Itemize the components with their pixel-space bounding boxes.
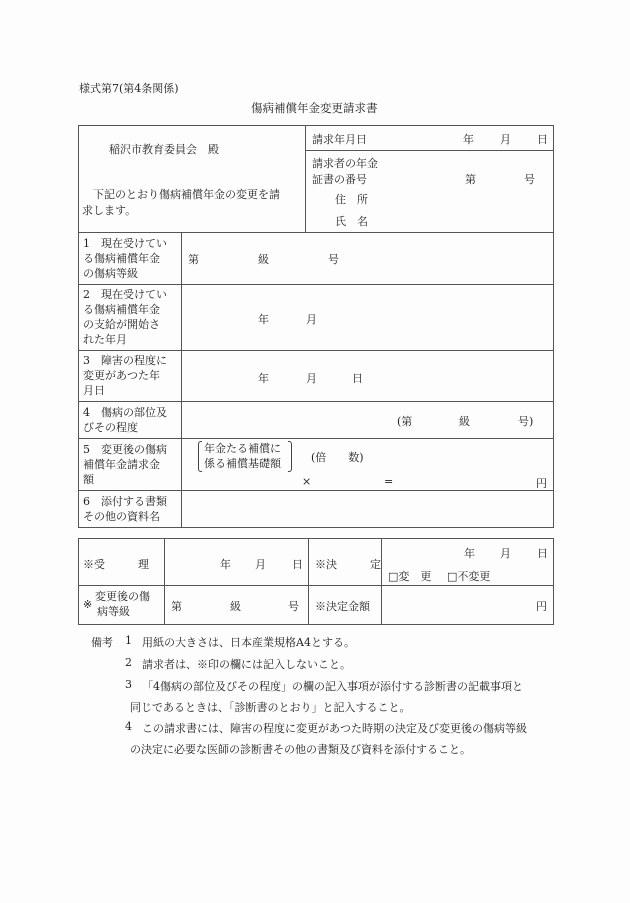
note-3-num: 3 bbox=[125, 678, 132, 691]
cert-label-1: 請求者の年金 bbox=[312, 157, 378, 170]
decision-label: ※決 定 bbox=[315, 558, 381, 571]
note-2-num: 2 bbox=[125, 656, 132, 669]
form-number: 様式第7(第4条関係) bbox=[79, 82, 179, 95]
notes-heading: 備考 bbox=[91, 636, 113, 649]
nochange-checkbox[interactable]: □不変更 bbox=[447, 570, 491, 583]
section-2-year[interactable]: 年 bbox=[258, 313, 269, 326]
section-4-grade-kyu[interactable]: 級 bbox=[459, 415, 470, 428]
amount-label: ※決定金額 bbox=[315, 600, 370, 613]
receipt-day: 日 bbox=[292, 558, 303, 571]
base-amount-bracket bbox=[198, 441, 292, 472]
note-3-line-1: 「4傷病の部位及びその程度」の欄の記入事項が添付する診断書の記載事項と bbox=[142, 680, 523, 693]
grade-dai: 第 bbox=[171, 600, 182, 613]
decision-year: 年 bbox=[464, 547, 475, 560]
note-4-line-1: この請求書には、障害の程度に変更があつた時期の決定及び変更後の傷病等級 bbox=[142, 722, 527, 735]
section-2-label: 2 現在受けてい る傷病補償年金 の支給が開始さ れた年月 bbox=[83, 288, 167, 346]
note-4-num: 4 bbox=[125, 720, 132, 733]
times-sign: × bbox=[302, 475, 312, 488]
grade-go: 号 bbox=[288, 600, 299, 613]
grade-label: 変更後の傷 病等級 bbox=[95, 590, 150, 618]
section-6-label: 6 添付する書類 その他の資料名 bbox=[83, 495, 167, 523]
section-1-dai[interactable]: 第 bbox=[188, 253, 199, 266]
note-1: 用紙の大きさは、日本産業規格A4とする。 bbox=[142, 636, 355, 649]
grade-kyu: 級 bbox=[230, 600, 241, 613]
receipt-year: 年 bbox=[220, 558, 231, 571]
section-3-label: 3 障害の程度に 変更があつた年 月日 bbox=[83, 354, 167, 397]
request-date-label: 請求年月日 bbox=[312, 133, 367, 146]
section-4-grade-dai[interactable]: (第 bbox=[397, 415, 413, 428]
multiplier-label: (倍 数) bbox=[311, 451, 364, 464]
section-3-day[interactable]: 日 bbox=[352, 372, 363, 385]
section-3-month[interactable]: 月 bbox=[306, 372, 317, 385]
statement-line-1: 下記のとおり傷病補償年金の変更を請 bbox=[93, 188, 280, 201]
base-amount-line-2: 係る補償基礎額 bbox=[204, 457, 281, 470]
addressee: 稲沢市教育委員会 殿 bbox=[109, 143, 219, 156]
name-label: 氏 名 bbox=[335, 215, 368, 228]
decision-month: 月 bbox=[500, 547, 511, 560]
receipt-month: 月 bbox=[255, 558, 266, 571]
cert-dai[interactable]: 第 bbox=[465, 173, 476, 186]
equals-sign: = bbox=[384, 475, 394, 488]
section-2-month[interactable]: 月 bbox=[306, 313, 317, 326]
request-date-day[interactable]: 日 bbox=[537, 133, 548, 146]
change-checkbox[interactable]: □変 更 bbox=[388, 570, 432, 583]
cert-go[interactable]: 号 bbox=[524, 173, 535, 186]
amount-yen: 円 bbox=[536, 600, 547, 613]
section-4-label: 4 傷病の部位及 びその程度 bbox=[83, 406, 167, 434]
base-amount-line-1: 年金たる補償に bbox=[204, 442, 281, 455]
section-6-input[interactable] bbox=[183, 491, 552, 526]
note-4-line-2: の決定に必要な医師の診断書その他の書類及び資料を添付すること。 bbox=[130, 743, 471, 756]
note-3-line-2: 同じであるときは、「診断書のとおり」と記入すること。 bbox=[130, 701, 411, 714]
request-date-year[interactable]: 年 bbox=[463, 133, 474, 146]
decision-day: 日 bbox=[537, 547, 548, 560]
section-5-label: 5 変更後の傷病 補償年金請求金 額 bbox=[83, 443, 167, 486]
note-1-num: 1 bbox=[125, 634, 132, 647]
section-1-go[interactable]: 号 bbox=[328, 253, 339, 266]
page-title: 傷病補償年金変更請求書 bbox=[251, 101, 378, 115]
grade-label-mark: ※ bbox=[83, 598, 93, 611]
note-2: 請求者は、※印の欄には記入しないこと。 bbox=[142, 658, 351, 671]
section-4-grade-go[interactable]: 号) bbox=[518, 415, 534, 428]
receipt-label: ※受 理 bbox=[83, 558, 149, 571]
section-3-year[interactable]: 年 bbox=[258, 372, 269, 385]
cert-label-2: 証書の番号 bbox=[312, 173, 367, 186]
address-label: 住 所 bbox=[335, 193, 368, 206]
request-date-month[interactable]: 月 bbox=[500, 133, 511, 146]
statement-line-2: 求します。 bbox=[82, 204, 137, 217]
section-5-yen[interactable]: 円 bbox=[536, 477, 547, 490]
section-1-label: 1 現在受けてい る傷病補償年金 の傷病等級 bbox=[83, 237, 167, 280]
section-1-kyu[interactable]: 級 bbox=[258, 253, 269, 266]
